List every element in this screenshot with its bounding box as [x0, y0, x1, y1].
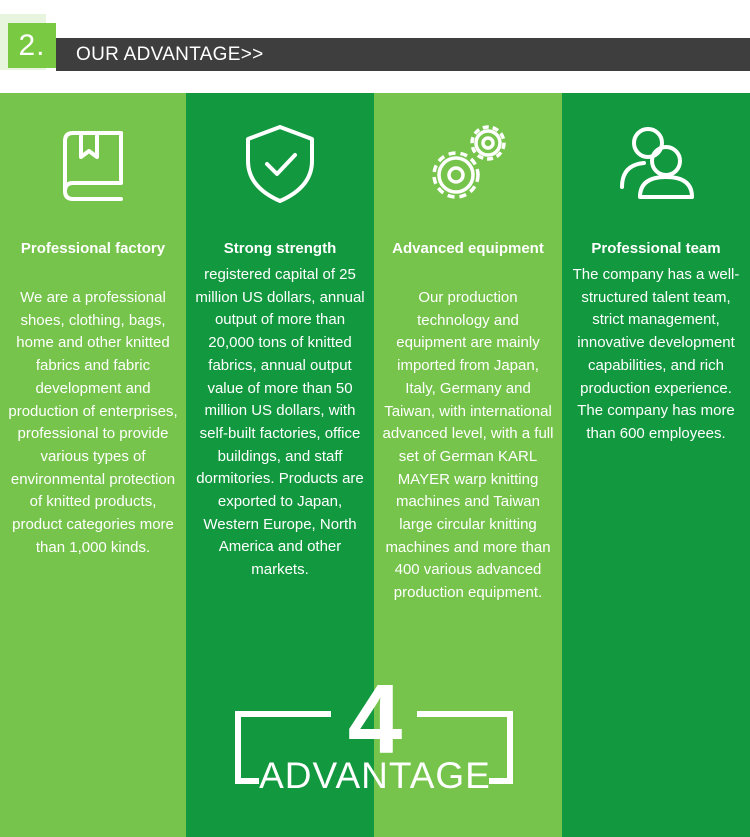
- shield-check-icon: [238, 121, 322, 205]
- column-title: Advanced equipment: [392, 240, 544, 257]
- section-title-bar: [56, 38, 750, 71]
- gears-icon: [426, 121, 510, 205]
- advantage-column-factory: [0, 93, 186, 837]
- column-body: We are a professional shoes, clothing, bags, home and other knitted fabrics and fabric development and production of enterprises, professional to provide various types of environmental protection of knitted products, product categories more than 1,000 kinds.: [8, 289, 178, 556]
- column-title: Professional team: [591, 240, 721, 257]
- section-title: OUR ADVANTAGE>>: [76, 43, 264, 65]
- column-title: Strong strength: [223, 240, 337, 257]
- column-body: The company has a well-structured talent team, strict management, innovative development capabilities, and rich production experience. The company has more than 600 employees.: [572, 266, 740, 442]
- column-title: Professional factory: [20, 240, 166, 257]
- advantage-badge: [235, 664, 515, 796]
- column-body: registered capital of 25 million US dollars, annual output of more than 20,000 tons of knitted fabrics, annual output value of more than 50 million US dollars, with self-built factories, office buildings, and staff dormitories. Products are exported to Japan, Western Europe, North America and other markets.: [195, 266, 365, 579]
- column-body: Our production technology and equipment are mainly imported from Japan, Italy, Germany and Taiwan, with international advanced level, with a full set of German KARL MAYER warp knitting machines and Taiwan large circular knitting machines and more than 400 various advanced production equipment.: [382, 289, 554, 602]
- section-number-badge: 2.: [8, 23, 56, 68]
- book-icon: [51, 121, 135, 205]
- advantage-count: 4: [347, 664, 403, 774]
- advantage-column-team: [562, 93, 750, 837]
- advantage-label: ADVANTAGE: [259, 755, 491, 796]
- team-icon: [614, 121, 698, 205]
